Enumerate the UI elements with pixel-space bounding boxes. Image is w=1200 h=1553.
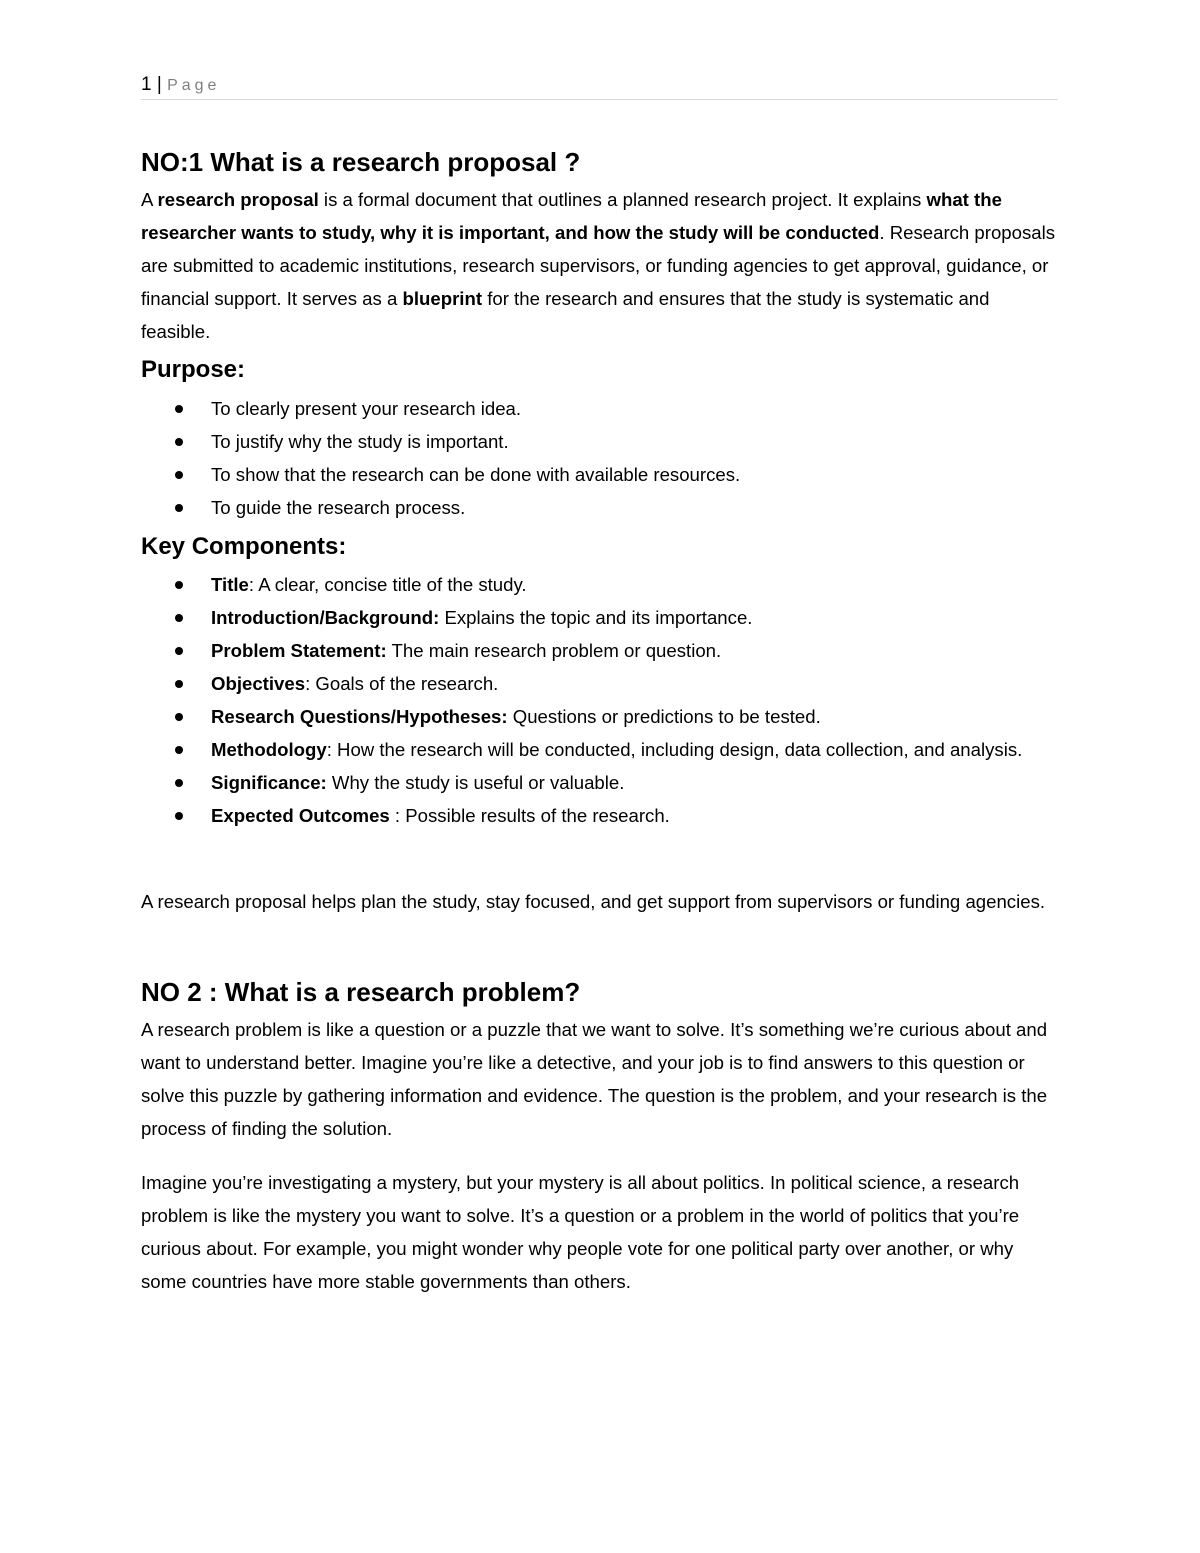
- text-run: is a formal document that outlines a planned research project. It explains: [318, 189, 927, 210]
- bold-text: blueprint: [402, 288, 483, 309]
- page-header: [141, 72, 1061, 99]
- component-item: [141, 766, 1061, 799]
- bullet-icon: [175, 713, 183, 721]
- components-list: [141, 568, 1061, 832]
- bullet-icon: [175, 471, 183, 479]
- component-term: Methodology: [211, 739, 327, 760]
- component-description: A clear, concise title of the study.: [258, 574, 527, 595]
- bullet-icon: [175, 581, 183, 589]
- component-separator: :: [305, 673, 316, 694]
- bullet-icon: [175, 614, 183, 622]
- component-description: Questions or predictions to be tested.: [512, 706, 821, 727]
- component-item: [141, 568, 1061, 601]
- section2-paragraph-2: Imagine you’re investigating a mystery, but your mystery is all about politics. In political science, a research problem is like the mystery you want to solve. It’s a question or a problem in the world of politics that you’re curious about. For example, you might wonder why people vote for one political party over another, or why some countries have more stable governments than others.: [141, 1172, 1020, 1292]
- purpose-item: [141, 392, 1061, 425]
- purpose-heading: Purpose:: [141, 356, 246, 383]
- bold-text: what the researcher wants to study, why it is important, and how the study will be conducted: [141, 189, 1002, 243]
- section1-conclusion: A research proposal helps plan the study, stay focused, and get support from supervisors or funding agencies.: [141, 891, 1046, 912]
- component-term: Title: [211, 574, 249, 595]
- purpose-item: [141, 425, 1061, 458]
- section1-title: NO:1 What is a research proposal ?: [141, 147, 581, 177]
- component-term: Significance:: [211, 772, 327, 793]
- component-description: Explains the topic and its importance.: [444, 607, 753, 628]
- bullet-icon: [175, 680, 183, 688]
- purpose-item-text: To guide the research process.: [211, 497, 466, 518]
- purpose-item-text: To show that the research can be done with available resources.: [211, 464, 741, 485]
- component-item: [141, 601, 1061, 634]
- text-run: A: [141, 189, 158, 210]
- text-run: for the research and ensures that the study is systematic and feasible.: [141, 288, 990, 342]
- component-term: Objectives: [211, 673, 306, 694]
- purpose-item-text: To justify why the study is important.: [211, 431, 509, 452]
- text-run: . Research proposals are submitted to academic institutions, research supervisors, or funding agencies to get approval, guidance, or financial support. It serves as a: [141, 222, 1056, 309]
- purpose-item: [141, 491, 1061, 524]
- component-item: [141, 634, 1061, 667]
- component-description: Possible results of the research.: [405, 805, 670, 826]
- bullet-icon: [175, 438, 183, 446]
- bullet-icon: [175, 746, 183, 754]
- component-separator: :: [389, 805, 406, 826]
- component-term: Problem Statement:: [211, 640, 387, 661]
- component-item: [141, 667, 1061, 700]
- section2-paragraph-1: A research problem is like a question or a puzzle that we want to solve. It’s something we’re curious about and want to understand better. Imagine you’re like a detective, and your job is to find answers to this question or solve this puzzle by gathering information and evidence. The question is the problem, and your research is the process of finding the solution.: [141, 1019, 1048, 1139]
- component-term: Introduction/Background:: [211, 607, 440, 628]
- component-separator: :: [248, 574, 259, 595]
- component-item: [141, 700, 1061, 733]
- bullet-icon: [175, 812, 183, 820]
- purpose-item: [141, 458, 1061, 491]
- component-separator: :: [326, 739, 338, 760]
- component-description: The main research problem or question.: [391, 640, 722, 661]
- component-description: How the research will be conducted, including design, data collection, and analysis.: [337, 739, 1023, 760]
- bullet-icon: [175, 504, 183, 512]
- component-item: [141, 733, 1061, 766]
- page-label: Page: [167, 77, 221, 94]
- component-term: Research Questions/Hypotheses:: [211, 706, 508, 727]
- bold-text: research proposal: [157, 189, 319, 210]
- header-separator: |: [156, 74, 162, 95]
- purpose-list: [141, 392, 1061, 524]
- component-item: [141, 799, 1061, 832]
- bullet-icon: [175, 405, 183, 413]
- page-number: 1: [141, 74, 152, 95]
- component-term: Expected Outcomes: [211, 805, 390, 826]
- component-description: Goals of the research.: [315, 673, 499, 694]
- purpose-item-text: To clearly present your research idea.: [211, 398, 522, 419]
- header-rule: [141, 99, 1058, 100]
- bullet-icon: [175, 647, 183, 655]
- section1-intro: [141, 183, 1061, 348]
- component-description: Why the study is useful or valuable.: [331, 772, 625, 793]
- bullet-icon: [175, 779, 183, 787]
- section2-title: NO 2 : What is a research problem?: [141, 977, 581, 1007]
- components-heading: Key Components:: [141, 533, 347, 560]
